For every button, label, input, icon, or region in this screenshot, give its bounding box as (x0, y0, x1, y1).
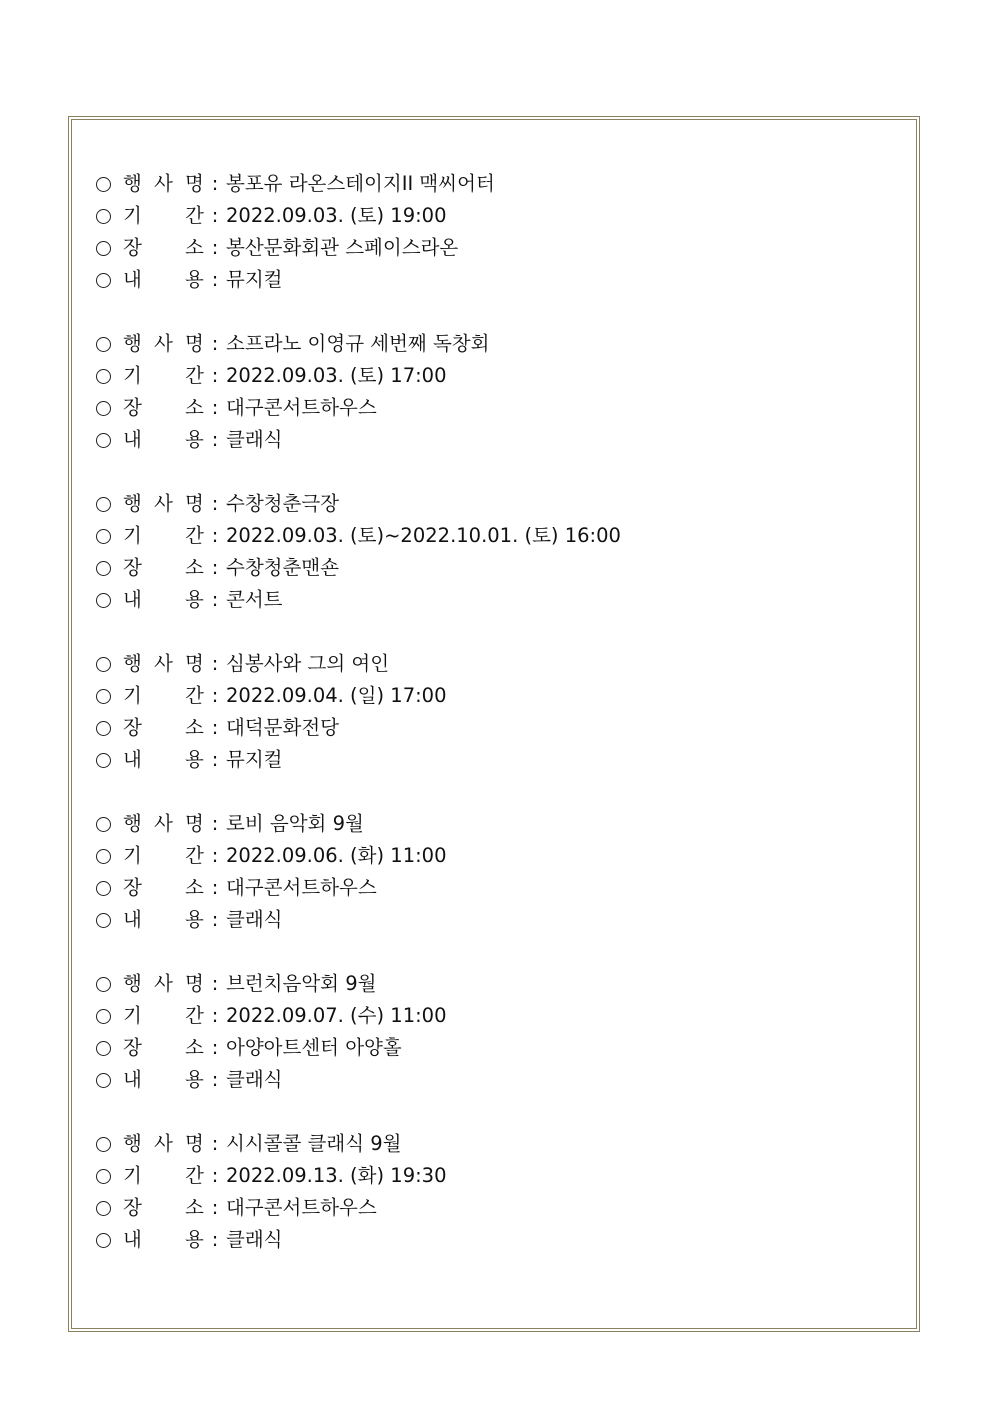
event-name-value: 심봉사와 그의 여인 (226, 652, 390, 675)
field-label (123, 840, 206, 872)
field-label-char: 기 (123, 1004, 142, 1027)
field-label-char: 사 (154, 972, 173, 995)
field-label (123, 168, 206, 200)
event-period-row (95, 1160, 895, 1192)
field-label-char: 기 (123, 204, 142, 227)
circle-bullet-icon (96, 657, 111, 672)
field-label-char: 내 (123, 1068, 142, 1091)
field-label-char: 장 (123, 716, 142, 739)
field-label-char: 행 (123, 652, 142, 675)
field-separator: : (211, 1068, 219, 1091)
field-label (123, 1160, 206, 1192)
event-venue-value: 수창청춘맨숀 (226, 556, 340, 579)
event-list (95, 168, 895, 1288)
field-label-char: 행 (123, 972, 142, 995)
circle-bullet-icon (96, 529, 111, 544)
event-period-value: 2022.09.07. (수) 11:00 (226, 1004, 447, 1027)
circle-bullet-icon (96, 241, 111, 256)
field-label-char: 간 (185, 364, 204, 387)
field-label-char: 간 (185, 844, 204, 867)
field-label-char: 용 (185, 588, 204, 611)
field-label (123, 744, 206, 776)
field-label-char: 명 (185, 332, 204, 355)
field-separator: : (211, 812, 219, 835)
event-content-row (95, 584, 895, 616)
field-label-char: 기 (123, 364, 142, 387)
event-content-value: 뮤지컬 (226, 748, 283, 771)
event-venue-row (95, 232, 895, 264)
field-separator: : (211, 524, 219, 547)
event-content-row (95, 1064, 895, 1096)
field-label-char: 소 (185, 876, 204, 899)
field-separator: : (211, 236, 219, 259)
field-label (123, 520, 206, 552)
field-label (123, 1064, 206, 1096)
event-period-row (95, 520, 895, 552)
event-content-value: 클래식 (226, 428, 283, 451)
event-block (95, 968, 895, 1096)
event-period-row (95, 840, 895, 872)
field-label (123, 712, 206, 744)
event-venue-row (95, 712, 895, 744)
field-separator: : (211, 1196, 219, 1219)
circle-bullet-icon (96, 561, 111, 576)
circle-bullet-icon (96, 401, 111, 416)
event-venue-row (95, 872, 895, 904)
field-separator: : (211, 396, 219, 419)
event-venue-value: 대구콘서트하우스 (226, 876, 377, 899)
field-label-char: 명 (185, 1132, 204, 1155)
event-name-row (95, 488, 895, 520)
circle-bullet-icon (96, 209, 111, 224)
event-name-value: 로비 음악회 9월 (226, 812, 364, 835)
field-label (123, 360, 206, 392)
field-label-char: 행 (123, 812, 142, 835)
field-label-char: 기 (123, 524, 142, 547)
field-label-char: 명 (185, 172, 204, 195)
field-separator: : (211, 1132, 219, 1155)
field-separator: : (211, 876, 219, 899)
event-name-value: 수창청춘극장 (226, 492, 340, 515)
field-separator: : (211, 428, 219, 451)
field-label (123, 328, 206, 360)
circle-bullet-icon (96, 497, 111, 512)
field-label (123, 1000, 206, 1032)
event-period-value: 2022.09.13. (화) 19:30 (226, 1164, 447, 1187)
event-venue-row (95, 1032, 895, 1064)
field-separator: : (211, 204, 219, 227)
field-label (123, 1192, 206, 1224)
field-separator: : (211, 492, 219, 515)
event-name-row (95, 808, 895, 840)
circle-bullet-icon (96, 721, 111, 736)
field-separator: : (211, 972, 219, 995)
field-label-char: 명 (185, 492, 204, 515)
circle-bullet-icon (96, 817, 111, 832)
event-venue-row (95, 1192, 895, 1224)
event-venue-value: 대구콘서트하우스 (226, 396, 377, 419)
circle-bullet-icon (96, 1169, 111, 1184)
field-label (123, 872, 206, 904)
field-label-char: 내 (123, 908, 142, 931)
field-label-char: 행 (123, 492, 142, 515)
field-separator: : (211, 332, 219, 355)
field-label-char: 장 (123, 396, 142, 419)
event-name-row (95, 1128, 895, 1160)
field-label-char: 용 (185, 1228, 204, 1251)
field-label-char: 간 (185, 684, 204, 707)
field-separator: : (211, 716, 219, 739)
circle-bullet-icon (96, 689, 111, 704)
field-label-char: 장 (123, 236, 142, 259)
field-label-char: 장 (123, 1196, 142, 1219)
field-label-char: 내 (123, 748, 142, 771)
field-label (123, 264, 206, 296)
circle-bullet-icon (96, 753, 111, 768)
circle-bullet-icon (96, 273, 111, 288)
event-venue-row (95, 552, 895, 584)
circle-bullet-icon (96, 1137, 111, 1152)
event-venue-value: 대구콘서트하우스 (226, 1196, 377, 1219)
event-venue-value: 대덕문화전당 (226, 716, 340, 739)
field-label (123, 648, 206, 680)
circle-bullet-icon (96, 177, 111, 192)
field-label (123, 808, 206, 840)
circle-bullet-icon (96, 977, 111, 992)
event-period-value: 2022.09.03. (토)~2022.10.01. (토) 16:00 (226, 524, 621, 547)
event-content-row (95, 264, 895, 296)
field-label (123, 424, 206, 456)
event-name-value: 시시콜콜 클래식 9월 (226, 1132, 402, 1155)
field-label (123, 968, 206, 1000)
field-label-char: 사 (154, 652, 173, 675)
field-separator: : (211, 172, 219, 195)
field-separator: : (211, 268, 219, 291)
field-label-char: 소 (185, 396, 204, 419)
field-label-char: 사 (154, 172, 173, 195)
field-separator: : (211, 844, 219, 867)
event-content-value: 클래식 (226, 1068, 283, 1091)
field-label-char: 명 (185, 652, 204, 675)
field-label (123, 584, 206, 616)
field-separator: : (211, 908, 219, 931)
event-content-row (95, 904, 895, 936)
field-label-char: 사 (154, 332, 173, 355)
circle-bullet-icon (96, 593, 111, 608)
event-block (95, 488, 895, 616)
field-separator: : (211, 1036, 219, 1059)
circle-bullet-icon (96, 1009, 111, 1024)
event-period-row (95, 200, 895, 232)
field-label-char: 소 (185, 1196, 204, 1219)
field-label (123, 200, 206, 232)
event-period-value: 2022.09.03. (토) 19:00 (226, 204, 447, 227)
field-label-char: 내 (123, 268, 142, 291)
field-label-char: 내 (123, 428, 142, 451)
field-label-char: 간 (185, 1004, 204, 1027)
event-name-value: 소프라노 이영규 세번째 독창회 (226, 332, 490, 355)
field-label-char: 사 (154, 1132, 173, 1155)
field-separator: : (211, 1164, 219, 1187)
event-name-row (95, 328, 895, 360)
circle-bullet-icon (96, 849, 111, 864)
event-period-value: 2022.09.03. (토) 17:00 (226, 364, 447, 387)
event-period-row (95, 680, 895, 712)
field-label-char: 용 (185, 748, 204, 771)
field-label-char: 행 (123, 172, 142, 195)
field-separator: : (211, 684, 219, 707)
field-label-char: 기 (123, 844, 142, 867)
field-label-char: 장 (123, 876, 142, 899)
event-period-value: 2022.09.06. (화) 11:00 (226, 844, 447, 867)
event-name-row (95, 168, 895, 200)
field-label-char: 간 (185, 1164, 204, 1187)
field-separator: : (211, 556, 219, 579)
event-block (95, 648, 895, 776)
event-venue-value: 봉산문화회관 스페이스라온 (226, 236, 459, 259)
field-separator: : (211, 1004, 219, 1027)
field-label-char: 행 (123, 332, 142, 355)
field-separator: : (211, 588, 219, 611)
field-label-char: 장 (123, 1036, 142, 1059)
event-content-value: 클래식 (226, 1228, 283, 1251)
field-separator: : (211, 652, 219, 675)
field-label-char: 용 (185, 908, 204, 931)
circle-bullet-icon (96, 1073, 111, 1088)
field-label-char: 기 (123, 1164, 142, 1187)
event-name-row (95, 648, 895, 680)
event-block (95, 168, 895, 296)
event-venue-row (95, 392, 895, 424)
event-block (95, 808, 895, 936)
field-label (123, 1032, 206, 1064)
circle-bullet-icon (96, 1233, 111, 1248)
circle-bullet-icon (96, 369, 111, 384)
field-label-char: 명 (185, 972, 204, 995)
field-label-char: 내 (123, 1228, 142, 1251)
field-label-char: 명 (185, 812, 204, 835)
field-separator: : (211, 748, 219, 771)
field-label (123, 904, 206, 936)
field-label-char: 간 (185, 204, 204, 227)
field-label-char: 소 (185, 716, 204, 739)
event-name-value: 브런치음악회 9월 (226, 972, 377, 995)
field-label-char: 사 (154, 812, 173, 835)
event-content-row (95, 1224, 895, 1256)
field-separator: : (211, 364, 219, 387)
field-label (123, 232, 206, 264)
circle-bullet-icon (96, 433, 111, 448)
circle-bullet-icon (96, 913, 111, 928)
field-label-char: 용 (185, 268, 204, 291)
event-content-row (95, 744, 895, 776)
event-content-row (95, 424, 895, 456)
field-label-char: 기 (123, 684, 142, 707)
field-label (123, 680, 206, 712)
field-label (123, 1224, 206, 1256)
field-label-char: 장 (123, 556, 142, 579)
field-label (123, 1128, 206, 1160)
event-content-value: 콘서트 (226, 588, 283, 611)
field-label-char: 소 (185, 1036, 204, 1059)
event-venue-value: 아양아트센터 아양홀 (226, 1036, 402, 1059)
event-period-row (95, 360, 895, 392)
field-label (123, 488, 206, 520)
field-label-char: 행 (123, 1132, 142, 1155)
field-label (123, 392, 206, 424)
circle-bullet-icon (96, 1041, 111, 1056)
field-separator: : (211, 1228, 219, 1251)
field-label-char: 용 (185, 1068, 204, 1091)
field-label-char: 내 (123, 588, 142, 611)
event-name-value: 봉포유 라온스테이지II 맥씨어터 (226, 172, 495, 195)
field-label-char: 용 (185, 428, 204, 451)
event-period-value: 2022.09.04. (일) 17:00 (226, 684, 447, 707)
event-content-value: 클래식 (226, 908, 283, 931)
field-label-char: 사 (154, 492, 173, 515)
circle-bullet-icon (96, 337, 111, 352)
field-label-char: 간 (185, 524, 204, 547)
event-name-row (95, 968, 895, 1000)
event-block (95, 1128, 895, 1256)
field-label-char: 소 (185, 236, 204, 259)
event-content-value: 뮤지컬 (226, 268, 283, 291)
field-label-char: 소 (185, 556, 204, 579)
circle-bullet-icon (96, 881, 111, 896)
circle-bullet-icon (96, 1201, 111, 1216)
event-block (95, 328, 895, 456)
event-period-row (95, 1000, 895, 1032)
field-label (123, 552, 206, 584)
